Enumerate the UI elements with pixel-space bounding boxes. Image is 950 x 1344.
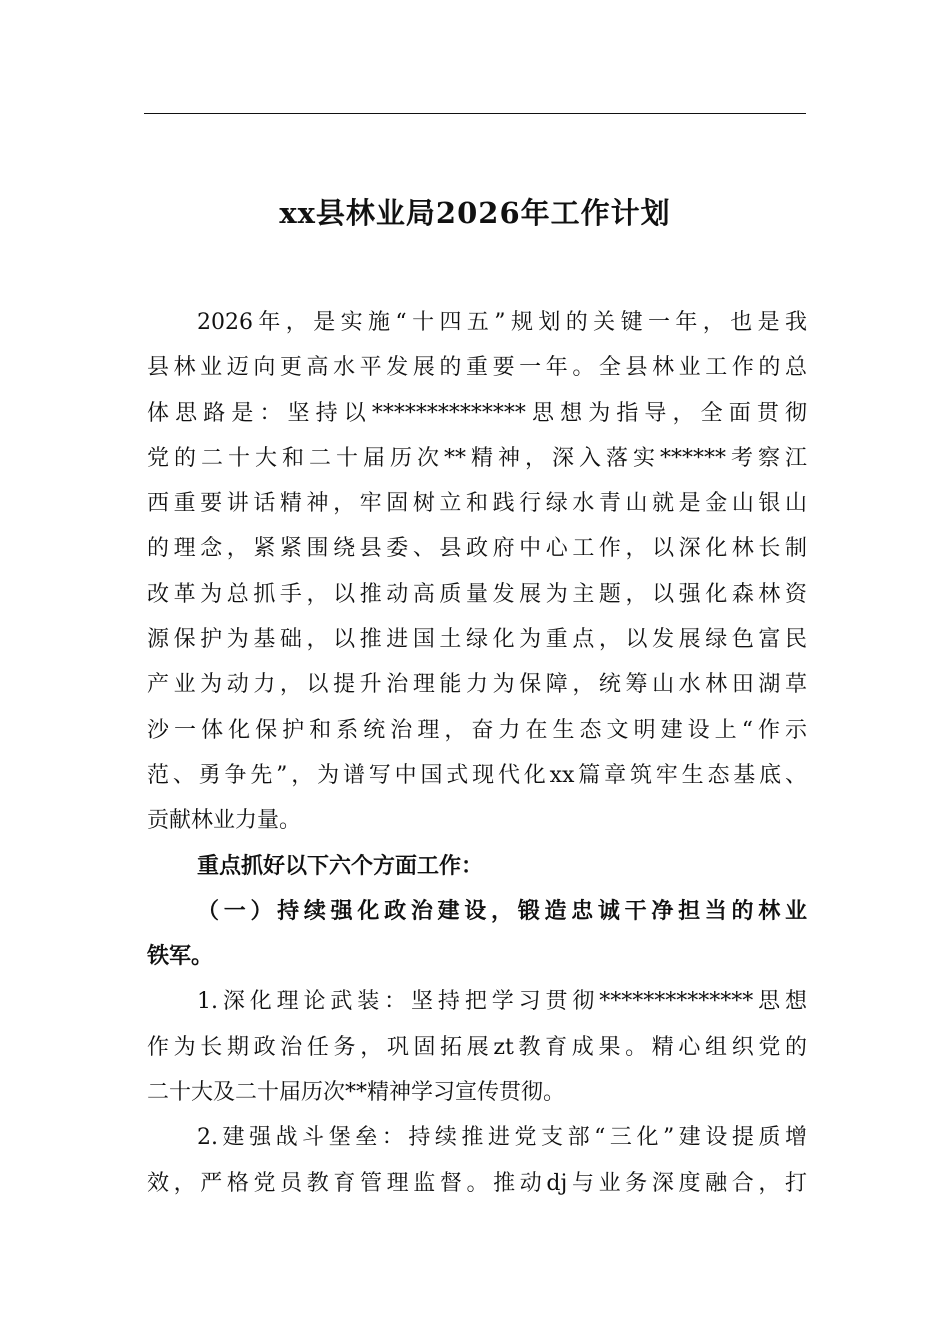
paragraph-item-1 [147, 979, 807, 1115]
text-line: 铁军。 [147, 943, 214, 970]
text-line: 沙一体化保护和系统治理，奋力在生态文明建设上“作示 [147, 717, 807, 743]
text-line: 效，严格党员教育管理监督。推动dj与业务深度融合，打 [147, 1170, 807, 1196]
text-line: 体思路是：坚持以**************思想为指导，全面贯彻 [147, 400, 807, 426]
text-line: 作为长期政治任务，巩固拓展zt教育成果。精心组织党的 [147, 1034, 807, 1060]
text-line: 产业为动力，以提升治理能力为保障，统筹山水林田湖草 [147, 672, 807, 698]
text-line: 二十大及二十届历次**精神学习宣传贯彻。 [147, 1080, 566, 1106]
text-line: 1.深化理论武装：坚持把学习贯彻**************思想 [197, 989, 807, 1015]
document-title: xx县林业局2026年工作计划 [279, 196, 671, 230]
text-line: 源保护为基础，以推进国土绿化为重点，以发展绿色富民 [147, 627, 807, 653]
paragraph-focus [147, 844, 807, 889]
paragraph-intro [147, 300, 807, 844]
text-line: 2.建强战斗堡垒：持续推进党支部“三化”建设提质增 [197, 1125, 807, 1151]
paragraph-item-2 [147, 1115, 807, 1206]
text-line: 2026年，是实施“十四五”规划的关键一年，也是我 [197, 310, 807, 335]
focus-heading: 重点抓好以下六个方面工作： [197, 852, 484, 879]
text-line: 县林业迈向更高水平发展的重要一年。全县林业工作的总 [147, 355, 807, 381]
section-heading-1 [147, 889, 807, 980]
text-line: 西重要讲话精神，牢固树立和践行绿水青山就是金山银山 [147, 491, 807, 517]
text-line: 党的二十大和二十届历次**精神，深入落实******考察江 [147, 445, 807, 471]
text-line: 改革为总抓手，以推动高质量发展为主题，以强化森林资 [147, 581, 807, 607]
text-line: 贡献林业力量。 [147, 808, 302, 834]
header-rule [144, 113, 806, 114]
text-line: 的理念，紧紧围绕县委、县政府中心工作，以深化林长制 [147, 536, 807, 562]
text-line: 范、勇争先”，为谱写中国式现代化xx篇章筑牢生态基底、 [147, 762, 807, 788]
document-body [147, 300, 807, 1206]
text-line: （一）持续强化政治建设，锻造忠诚干净担当的林业 [197, 897, 807, 924]
